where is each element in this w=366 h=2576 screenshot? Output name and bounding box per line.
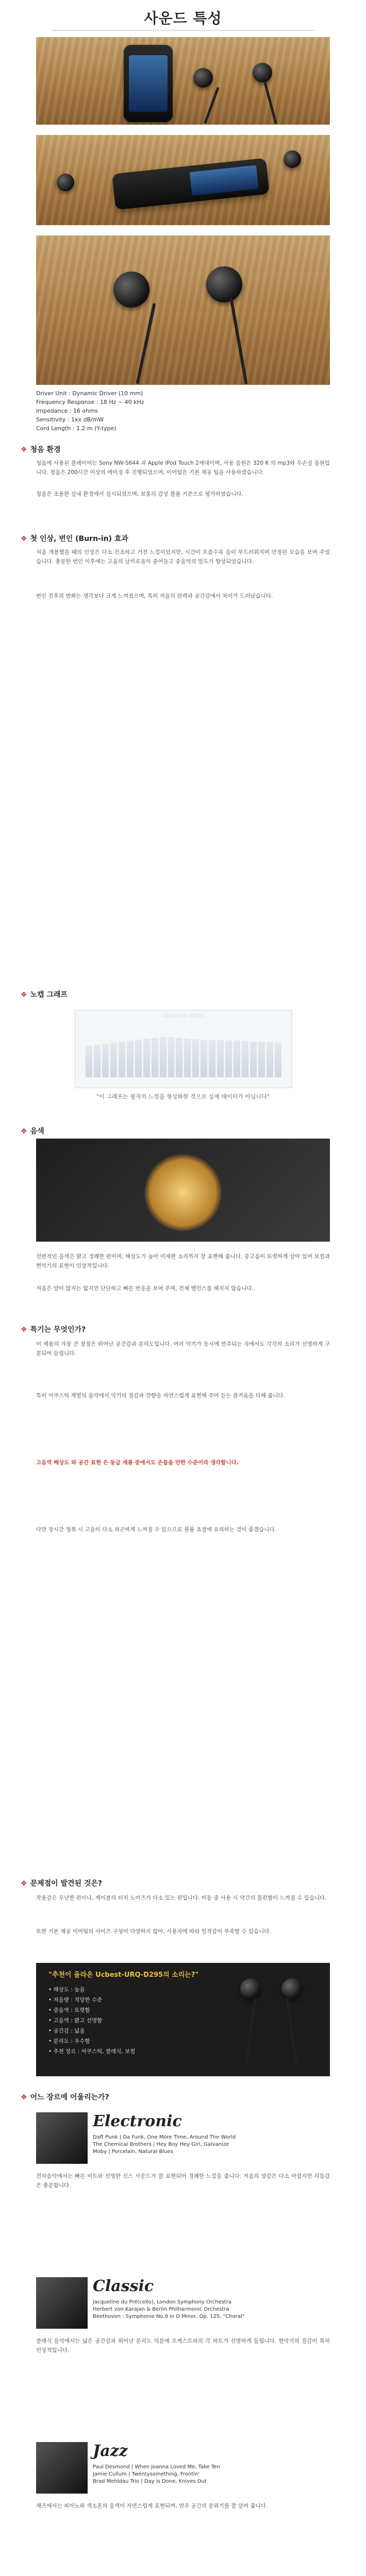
graph-bar bbox=[267, 1042, 273, 1077]
product-photo-1 bbox=[36, 37, 330, 125]
bullet-icon: ❖ bbox=[21, 2093, 27, 2102]
genre-block bbox=[36, 2112, 330, 2267]
graph-bar bbox=[168, 1037, 175, 1077]
summary-item: • 공간감 : 넓음 bbox=[48, 2028, 85, 2034]
genre-track-list bbox=[93, 2299, 330, 2320]
genre-track: Moby | Porcelain, Natural Blues bbox=[93, 2149, 173, 2155]
graph-bar bbox=[225, 1041, 232, 1077]
spec-impedance: Impedance : 16 ohms bbox=[36, 408, 98, 414]
graph-bar bbox=[209, 1040, 215, 1077]
graph-bar bbox=[250, 1042, 257, 1077]
summary-item: • 분리도 : 우수함 bbox=[48, 2038, 90, 2044]
graph-caption: "이 그래프는 필자의 느낌을 형상화한 것으로 실제 데이터가 아닙니다" bbox=[96, 1093, 270, 1100]
summary-item: • 저음량 : 적당한 수준 bbox=[48, 1997, 103, 2003]
genre-description: 재즈에서는 피아노와 색소폰의 음색이 자연스럽게 표현되며, 연주 공간의 분위기를 잘 살려 줍니다. bbox=[36, 2503, 268, 2509]
spec-sensitivity: Sensitivity : 1xx dB/mW bbox=[36, 416, 104, 423]
paragraph: 착용감은 무난한 편이나, 케이블의 터치 노이즈가 다소 있는 편입니다. 이동 중 사용 시 약간의 불편함이 느껴질 수 있습니다. bbox=[36, 1895, 327, 1901]
bullet-icon: ❖ bbox=[21, 1879, 27, 1888]
graph-bar bbox=[258, 1042, 265, 1077]
genre-block bbox=[36, 2277, 330, 2432]
summary-item: • 추천 장르 : 어쿠스틱, 클래식, 보컬 bbox=[48, 2048, 136, 2055]
genre-track-list bbox=[93, 2464, 330, 2485]
section-heading: ❖ 어느 장르에 어울리는가? bbox=[21, 2093, 109, 2102]
genre-track: The Chemical Brothers | Hey Boy Hey Girl, Galvanize bbox=[93, 2142, 229, 2147]
section-heading: ❖ 청음 환경 bbox=[21, 446, 61, 454]
graph-bar bbox=[135, 1040, 142, 1077]
graph-bar bbox=[127, 1041, 134, 1077]
summary-list bbox=[48, 1985, 213, 2057]
graph-bar bbox=[201, 1040, 207, 1077]
product-photo-3 bbox=[36, 235, 330, 385]
paragraph: 청음은 조용한 실내 환경에서 실시되었으며, 보통의 감상 볼륨 기준으로 평가하였습니다. bbox=[36, 491, 243, 497]
mood-image bbox=[36, 1139, 330, 1242]
genre-track: Jamie Cullum | Twentysomething, Frontin' bbox=[93, 2471, 200, 2477]
section-heading: ❖ 첫 인상, 번인 (Burn-in) 효과 bbox=[21, 535, 128, 543]
bullet-icon: ❖ bbox=[21, 1127, 27, 1136]
paragraph: 이 제품의 가장 큰 장점은 뛰어난 공간감과 분리도입니다. 여러 악기가 동시에 연주되는 곡에서도 각각의 소리가 선명하게 구분되어 들립니다. bbox=[36, 1341, 330, 1357]
section-heading: ❖ 문제점이 발견된 것은? bbox=[21, 1879, 103, 1888]
genre-track: Beethoven : Symphonie No.9 in D Minor, Op. 125, "Choral" bbox=[93, 2314, 245, 2319]
genre-image bbox=[36, 2442, 88, 2494]
paragraph: 번인 전후의 변화는 생각보다 크게 느껴졌으며, 특히 저음의 탄력과 공간감에서 차이가 드러났습니다. bbox=[36, 593, 273, 599]
section-heading: ❖ 노캡 그래프 bbox=[21, 991, 68, 999]
section-heading: ❖ 음색 bbox=[21, 1127, 44, 1136]
spec-cord: Cord Length : 1.2 m (Y-type) bbox=[36, 425, 117, 432]
paragraph: 다만 장시간 청취 시 고음이 다소 피곤하게 느껴질 수 있으므로 볼륨 조절에 유의하는 것이 좋겠습니다. bbox=[36, 1527, 276, 1533]
paragraph: 청음에 사용된 플레이어는 Sony NW-S644 과 Apple iPod Touch 2세대이며, 사용 음원은 320 K 의 mp3와 무손실 음원입니다. 청음은 200시간 이상의 에이징 후 진행되었으며, 이어팁은 기본 제공 팁을 사용하였습니다. bbox=[36, 460, 330, 476]
highlight-paragraph: 고음역 해상도 와 공간 표현 은 동급 제품 중에서도 손꼽을 만한 수준이라 생각합니다. bbox=[36, 1460, 239, 1466]
summary-item: • 중음역 : 또렷함 bbox=[48, 2007, 90, 2013]
graph-bar bbox=[234, 1041, 240, 1077]
graph-bar bbox=[119, 1042, 125, 1077]
spec-driver: Driver Unit : Dynamic Driver (10 mm) bbox=[36, 390, 143, 397]
graph-watermark: Ucbest®-D295 bbox=[162, 1012, 205, 1019]
summary-title: "추천이 올라온 Ucbest-URQ-D295의 소리는?" bbox=[48, 1971, 199, 1979]
graph-bar bbox=[152, 1038, 158, 1078]
graph-bar bbox=[110, 1043, 117, 1077]
sound-graph bbox=[75, 1010, 292, 1088]
bullet-icon: ❖ bbox=[21, 446, 27, 454]
summary-item: • 해상도 : 높음 bbox=[48, 1987, 85, 1993]
summary-box bbox=[36, 1963, 330, 2076]
genre-track: Daft Punk | Da Funk, One More Time, Around The World bbox=[93, 2134, 236, 2140]
graph-bar bbox=[143, 1039, 150, 1077]
earbud-image bbox=[284, 150, 301, 168]
page-title: 사운드 특성 bbox=[144, 10, 222, 27]
spec-list bbox=[36, 389, 330, 433]
bullet-icon: ❖ bbox=[21, 535, 27, 543]
title-divider bbox=[52, 30, 314, 31]
earbud-image bbox=[206, 266, 242, 302]
genre-image bbox=[36, 2277, 88, 2329]
graph-bar bbox=[192, 1039, 199, 1077]
earbud-image bbox=[193, 68, 213, 88]
earbud-image bbox=[253, 63, 272, 82]
earbud-image bbox=[57, 174, 74, 191]
genre-name: Classic bbox=[93, 2277, 154, 2295]
graph-bar bbox=[176, 1038, 182, 1078]
genre-image bbox=[36, 2112, 88, 2164]
genre-track: Jacqueline du Pré(cello), London Symphony Orchestra bbox=[93, 2299, 232, 2305]
graph-bar bbox=[217, 1040, 224, 1077]
genre-track-list bbox=[93, 2134, 330, 2156]
graph-bar bbox=[275, 1043, 281, 1077]
spec-frequency: Frequency Response : 18 Hz ~ 40 kHz bbox=[36, 399, 144, 405]
graph-bars bbox=[86, 1025, 281, 1077]
product-photo-2 bbox=[36, 135, 330, 225]
paragraph: 특히 어쿠스틱 계열의 음악에서 악기의 질감과 잔향을 자연스럽게 표현해 주어 듣는 즐거움을 더해 줍니다. bbox=[36, 1393, 285, 1399]
graph-bar bbox=[242, 1041, 248, 1077]
paragraph: 저음은 양이 많지는 않지만 단단하고 빠른 반응을 보여 주며, 전체 밸런스를 해치지 않습니다. bbox=[36, 1285, 254, 1292]
graph-bar bbox=[102, 1044, 109, 1077]
genre-description: 클래식 음악에서는 넓은 공간감과 뛰어난 분리도 덕분에 오케스트라의 각 파트가 선명하게 들립니다. 현악기의 질감이 특히 인상적입니다. bbox=[36, 2338, 330, 2353]
bullet-icon: ❖ bbox=[21, 1326, 27, 1334]
genre-track: Brad Mehldau Trio | Day is Done, Knives Out bbox=[93, 2479, 207, 2484]
earbud-image bbox=[113, 272, 149, 308]
bullet-icon: ❖ bbox=[21, 991, 27, 999]
genre-block bbox=[36, 2442, 330, 2576]
player-image bbox=[124, 45, 173, 122]
graph-bar bbox=[86, 1046, 92, 1077]
summary-item: • 고음역 : 밝고 선명함 bbox=[48, 2018, 103, 2024]
genre-track: Herbert von Karajan & Berlin Philharmonic Orchestra bbox=[93, 2307, 229, 2312]
genre-name: Electronic bbox=[93, 2112, 182, 2130]
genre-name: Jazz bbox=[93, 2442, 128, 2460]
paragraph: 전반적인 음색은 밝고 경쾌한 편이며, 해상도가 높아 미세한 소리까지 잘 표현해 줍니다. 중고음이 또렷하게 살아 있어 보컬과 현악기의 표현이 인상적입니다. bbox=[36, 1253, 330, 1269]
paragraph: 또한 기본 제공 이어팁의 사이즈 구성이 다양하지 않아, 사용자에 따라 밀착감이 부족할 수 있습니다. bbox=[36, 1928, 271, 1935]
graph-bar bbox=[94, 1045, 101, 1077]
earphone-image bbox=[225, 1973, 318, 2066]
genre-track: Paul Desmond | When Joanna Loved Me, Take Ten bbox=[93, 2464, 220, 2470]
genre-description: 전자음악에서는 빠른 비트와 선명한 신스 사운드가 잘 표현되어 경쾌한 느낌을 줍니다. 저음의 양감은 다소 아쉽지만 리듬감은 충분합니다. bbox=[36, 2173, 330, 2189]
section-heading: ❖ 특기는 무엇인가? bbox=[21, 1326, 86, 1334]
graph-bar bbox=[184, 1039, 191, 1077]
paragraph: 처음 개봉했을 때의 인상은 다소 건조하고 거친 느낌이었지만, 시간이 흐를수록 음이 부드러워지며 안정된 모습을 보여 주었습니다. 충분한 번인 이후에는 고음의 날카로움이 줄어들고 중음역의 밀도가 향상되었습니다. bbox=[36, 549, 330, 565]
graph-bar bbox=[160, 1037, 167, 1077]
